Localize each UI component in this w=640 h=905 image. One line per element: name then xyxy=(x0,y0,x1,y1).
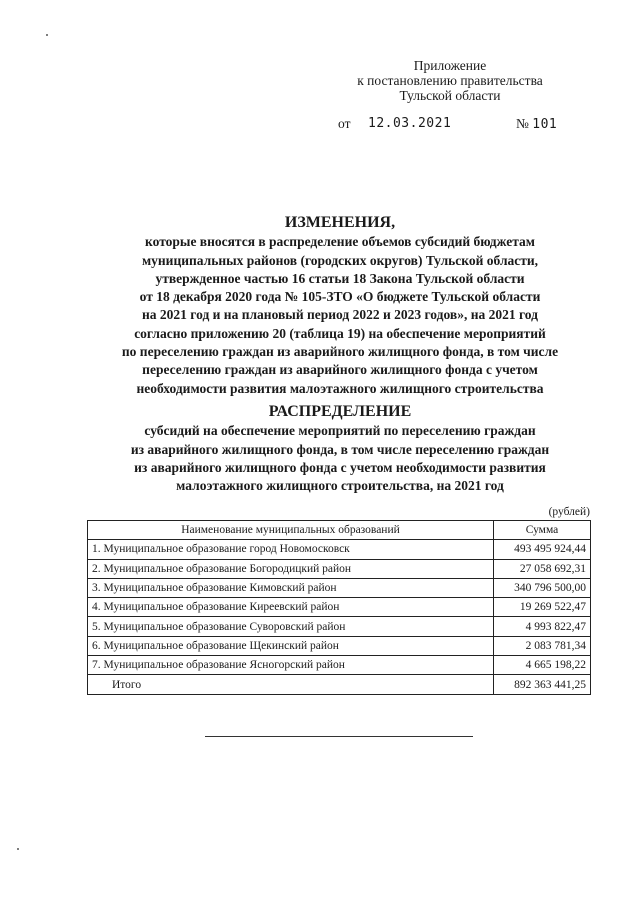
table-row xyxy=(88,617,591,636)
distribution-line: субсидий на обеспечение мероприятий по переселению граждан xyxy=(144,423,536,439)
changes-line: муниципальных районов (городских округов) Тульской области, xyxy=(141,252,539,268)
municipality-name: 1. Муниципальное образование город Новомосковск xyxy=(88,540,494,559)
subsidy-sum: 340 796 500,00 xyxy=(494,578,591,597)
municipality-name: 3. Муниципальное образование Кимовский район xyxy=(88,578,494,597)
subsidy-table xyxy=(87,520,591,695)
distribution-line: малоэтажного жилищного строительства, на 2021 год xyxy=(176,478,504,494)
decree-date: 12.03.2021 xyxy=(368,116,452,131)
distribution-title: РАСПРЕДЕЛЕНИЕ xyxy=(268,403,412,420)
appendix-line-3: Тульской области xyxy=(399,88,501,103)
date-from-label: от xyxy=(338,116,351,131)
table-total-row xyxy=(88,675,591,694)
scan-speck-top xyxy=(46,34,48,36)
subsidy-sum: 4 993 822,47 xyxy=(494,617,591,636)
table-row xyxy=(88,540,591,559)
municipality-name: 4. Муниципальное образование Киреевский район xyxy=(88,598,494,617)
changes-line: утвержденное частью 16 статьи 18 Закона Тульской области xyxy=(155,270,525,286)
scan-speck-bottom xyxy=(17,848,19,850)
changes-line: на 2021 год и на плановый период 2022 и 2023 годов», на 2021 год xyxy=(142,307,538,323)
number-label: № xyxy=(516,116,529,131)
changes-title: ИЗМЕНЕНИЯ, xyxy=(284,214,396,231)
table-row xyxy=(88,598,591,617)
table-row xyxy=(88,578,591,597)
header-municipality: Наименование муниципальных образований xyxy=(88,521,494,540)
appendix-line-2: к постановлению правительства xyxy=(357,73,543,88)
municipality-name: 2. Муниципальное образование Богородицкий район xyxy=(88,559,494,578)
changes-section xyxy=(80,214,600,398)
municipality-name: 6. Муниципальное образование Щекинский район xyxy=(88,636,494,655)
total-sum: 892 363 441,25 xyxy=(494,675,591,694)
municipality-name: 7. Муниципальное образование Ясногорский район xyxy=(88,656,494,675)
subsidy-sum: 19 269 522,47 xyxy=(494,598,591,617)
table-row xyxy=(88,656,591,675)
decree-number xyxy=(516,116,557,132)
municipality-name: 5. Муниципальное образование Суворовский район xyxy=(88,617,494,636)
distribution-line: из аварийного жилищного фонда с учетом необходимости развития xyxy=(134,459,546,475)
header-sum: Сумма xyxy=(494,521,591,540)
end-separator-line xyxy=(205,736,473,737)
appendix-line-1: Приложение xyxy=(413,58,487,73)
table-header-row xyxy=(88,521,591,540)
appendix-header xyxy=(330,58,570,103)
table-row xyxy=(88,636,591,655)
distribution-line: из аварийного жилищного фонда, в том числе переселению граждан xyxy=(130,441,550,457)
changes-line: которые вносятся в распределение объемов субсидий бюджетам xyxy=(145,234,535,250)
subsidy-sum: 27 058 692,31 xyxy=(494,559,591,578)
changes-line: по переселению граждан из аварийного жилищного фонда, в том числе xyxy=(121,344,559,360)
changes-line: согласно приложению 20 (таблица 19) на обеспечение мероприятий xyxy=(134,325,546,341)
changes-line: необходимости развития малоэтажного жилищного строительства xyxy=(136,380,544,396)
subsidy-sum: 4 665 198,22 xyxy=(494,656,591,675)
number-value: 101 xyxy=(532,117,558,132)
changes-line: от 18 декабря 2020 года № 105-ЗТО «О бюджете Тульской области xyxy=(139,289,541,305)
changes-line: переселению граждан из аварийного жилищного фонда с учетом xyxy=(142,362,538,378)
total-label: Итого xyxy=(88,675,494,694)
table-row xyxy=(88,559,591,578)
subsidy-sum: 2 083 781,34 xyxy=(494,636,591,655)
subsidy-sum: 493 495 924,44 xyxy=(494,540,591,559)
units-label: (рублей) xyxy=(548,506,590,518)
distribution-section xyxy=(80,403,600,495)
